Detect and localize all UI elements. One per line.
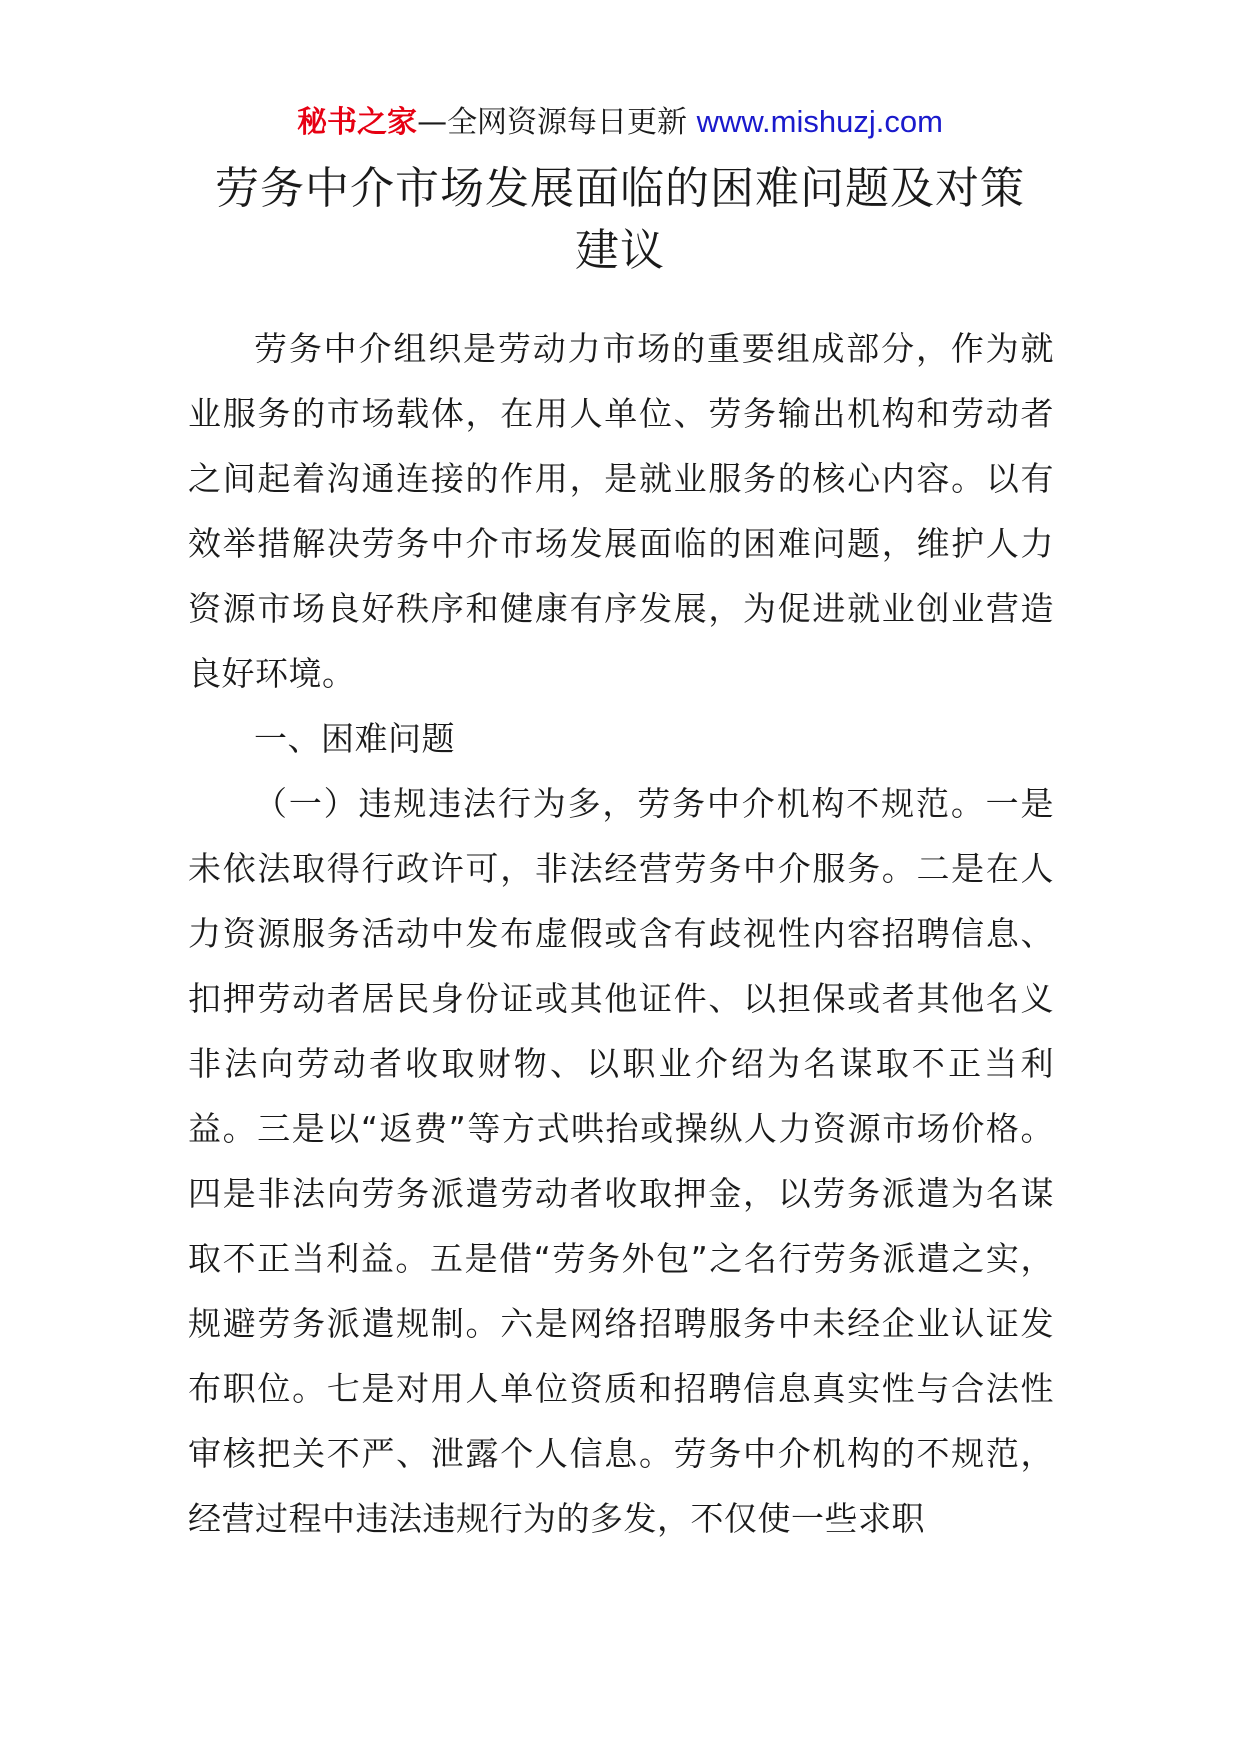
paragraph-problem-1: （一）违规违法行为多，劳务中介机构不规范。一是未依法取得行政许可，非法经营劳务中介服务。二是在人力资源服务活动中发布虚假或含有歧视性内容招聘信息、扣押劳动者居民身份证或其他证件、以担保或者其他名义非法向劳动者收取财物、以职业介绍为名谋取不正当利益。三是以“返费”等方式哄抬或操纵人力资源市场价格。四是非法向劳务派遣劳动者收取押金，以劳务派遣为名谋取不正当利益。五是借“劳务外包”之名行劳务派遣之实，规避劳务派遣规制。六是网络招聘服务中未经企业认证发布职位。七是对用人单位资质和招聘信息真实性与合法性审核把关不严、泄露个人信息。劳务中介机构的不规范，经营过程中违法违规行为的多发，不仅使一些求职 xyxy=(188,784,1054,1538)
section-heading: 一、困难问题 xyxy=(254,719,455,758)
document-title: 劳务中介市场发展面临的困难问题及对策建议 xyxy=(215,163,1025,276)
site-header xyxy=(0,100,1240,145)
document-body xyxy=(188,316,1054,1551)
brand-name: 秘书之家 xyxy=(297,105,418,140)
header-tagline: —全网资源每日更新 xyxy=(417,105,688,140)
paragraph-intro: 劳务中介组织是劳动力市场的重要组成部分，作为就业服务的市场载体，在用人单位、劳务输出机构和劳动者之间起着沟通连接的作用，是就业服务的核心内容。以有效举措解决劳务中介市场发展面临的困难问题，维护人力资源市场良好秩序和健康有序发展，为促进就业创业营造良好环境。 xyxy=(188,329,1054,693)
site-link[interactable]: www.mishuzj.com xyxy=(696,104,943,139)
